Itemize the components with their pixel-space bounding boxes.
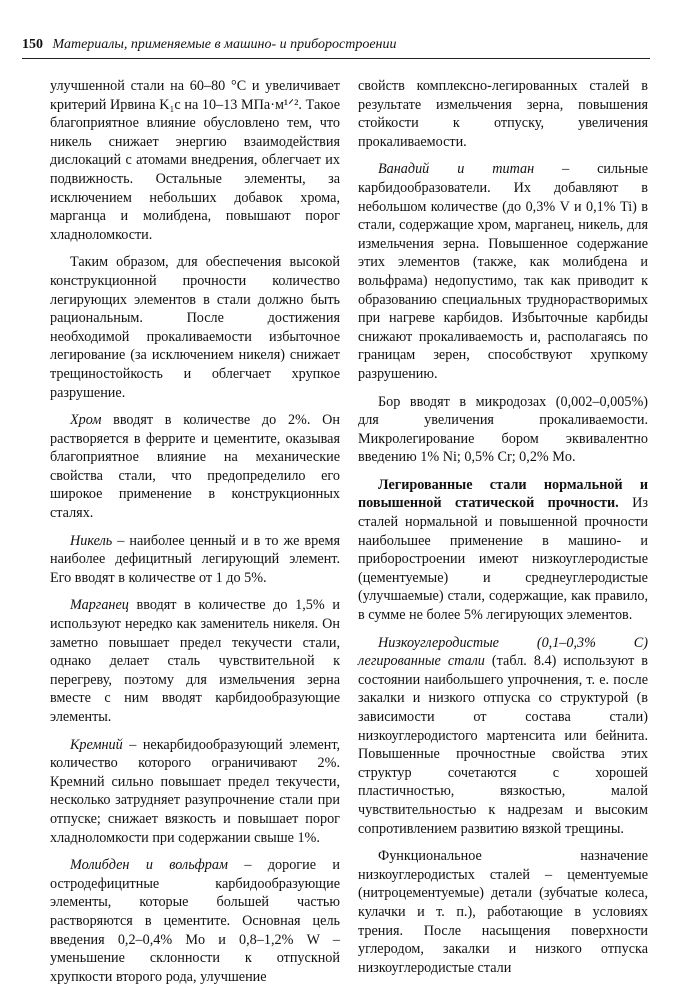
- paragraph-silicon: [50, 736, 340, 848]
- paragraph-chromium: [50, 411, 340, 523]
- text-silicon: – некарбидообразующий элемент, количество которого ограничивают 2%. Кремний сильно повышает предел текучести, несколько затрудняет разупрочнение стали при отпуске; снижает вязкость и повышает порог хладноломкости при содержании свыше 1%.: [50, 736, 340, 846]
- running-title: Материалы, применяемые в машино- и приборостроении: [52, 37, 397, 52]
- header-rule: [22, 58, 650, 59]
- right-column: [358, 77, 648, 977]
- term-low-carbon: Низкоуглеродистые (0,1–0,3% С) легированные стали: [358, 634, 648, 670]
- term-nickel: Никель: [70, 532, 113, 549]
- text-manganese: вводят в количестве до 1,5% и используют нередко как заменитель никеля. Он заметно повышает предел текучести стали, однако делает сталь чувствительной к перегреву, поэтому для измельчения зерна вместе с ним вводят карбидообразующие элементы.: [50, 597, 340, 725]
- text-molybdenum-tungsten: – дорогие и остродефицитные карбидообразующие элементы, которые большей частью растворяются в цементите. Основная цель введения 0,2–0,4% Mo и 0,8–1,2% W – уменьшение склонности к отпускной хрупкости второго рода, улучшение: [50, 857, 340, 985]
- paragraph-summary: Таким образом, для обеспечения высокой конструкционной прочности количество легирующих элементов в стали должно быть рациональным. После достижения необходимой прокаливаемости избыточное легирование (за исключением никеля) снижает трещиностойкость и облегчает хрупкое разрушение.: [50, 254, 340, 401]
- paragraph-mo-w-continued: свойств комплексно-легированных сталей в результате измельчения зерна, повышения стойкости к отпуску, увеличения прокаливаемости.: [358, 78, 648, 150]
- section-heading: Легированные стали нормальной и повышенной статической прочности.: [358, 476, 648, 512]
- page-number: 150: [22, 37, 43, 52]
- paragraph-nickel: [50, 532, 340, 588]
- text-alloyed-steels: Из сталей нормальной и повышенной прочности наибольшее применение в машино- и приборостроении имеют низкоуглеродистые (цементуемые) и среднеуглеродистые (улучшаемые) стали, содержащие, как правило, в сумме не более 5% легирующих элементов.: [358, 495, 648, 624]
- text-low-carbon: (табл. 8.4) используют в состоянии наибольшего упрочнения, т. е. после закалки и низкого отпуска со структурой (в зависимости от состава стали) низкоуглеродистого мартенсита или бейнита. Повышенные прочностные свойства этих структур сочетаются с хорошей пластичностью, вязкостью, малой чувствительностью к надрезам и высоким сопротивлением развитию вязкой трещины.: [358, 653, 648, 837]
- paragraph-boron: Бор вводят в микродозах (0,002–0,005%) для увеличения прокаливаемости. Микролегирование бором эквивалентно введению 1% Ni; 0,5% Cr; 0,2% Mo.: [358, 393, 648, 466]
- term-vanadium-titanium: Ванадий и титан: [378, 161, 535, 178]
- paragraph-alloyed-steels: [358, 476, 648, 625]
- term-chromium: Хром: [70, 412, 102, 429]
- paragraph-low-carbon: [358, 634, 648, 839]
- paragraph-manganese: [50, 596, 340, 726]
- left-column: [50, 77, 340, 986]
- term-manganese: Марганец: [70, 597, 129, 614]
- paragraph-molybdenum-tungsten: [50, 856, 340, 986]
- term-molybdenum-tungsten: Молибден и вольфрам: [70, 857, 228, 874]
- text-vanadium-titanium: – сильные карбидообразователи. Их добавляют в небольшом количестве (до 0,3% V и 0,1% Ti) в стали, содержащие хром, марганец, никель, для измельчения зерна. Повышенное содержание этих элементов (также, как молибдена и вольфрама) недопустимо, так как приводит к образованию специальных труднорастворимых при нагреве карбидов. Избыточные карбиды снижают прокаливаемость и, располагаясь по границам зерен, способствуют хрупкому разрушению.: [358, 161, 648, 382]
- paragraph-vanadium-titanium: [358, 160, 648, 383]
- text-chromium: вводят в количестве до 2%. Он растворяется в феррите и цементите, оказывая благоприятное влияние на механические свойства стали, что предопределило его широкое применение в конструкционных сталях.: [50, 412, 340, 522]
- running-header: [22, 36, 652, 54]
- paragraph-functional-purpose: Функциональное назначение низкоуглеродистых сталей – цементуемые (нитроцементуемые) детали (зубчатые колеса, кулачки и т. п.), работающие в условиях трения. После насыщения поверхности углеродом, закалки и низкого отпуска низкоуглеродистые стали: [358, 848, 648, 976]
- text-nickel: – наиболее ценный и в то же время наиболее дефицитный легирующий элемент. Его вводят в количестве от 1 до 5%.: [50, 532, 340, 586]
- term-silicon: Кремний: [70, 736, 123, 753]
- paragraph-ni-continued: улучшенной стали на 60–80 °С и увеличивает критерий Ирвина K₁c на 10–13 МПа·м¹ᐟ². Такое благоприятное влияние обусловлено тем, что никель снижает энергию взаимодействия дислокаций с атомами внедрения, облегчает их подвижность. Остальные элементы, за исключением небольших добавок хрома, марганца и молибдена, повышают порог хладноломкости.: [50, 78, 340, 243]
